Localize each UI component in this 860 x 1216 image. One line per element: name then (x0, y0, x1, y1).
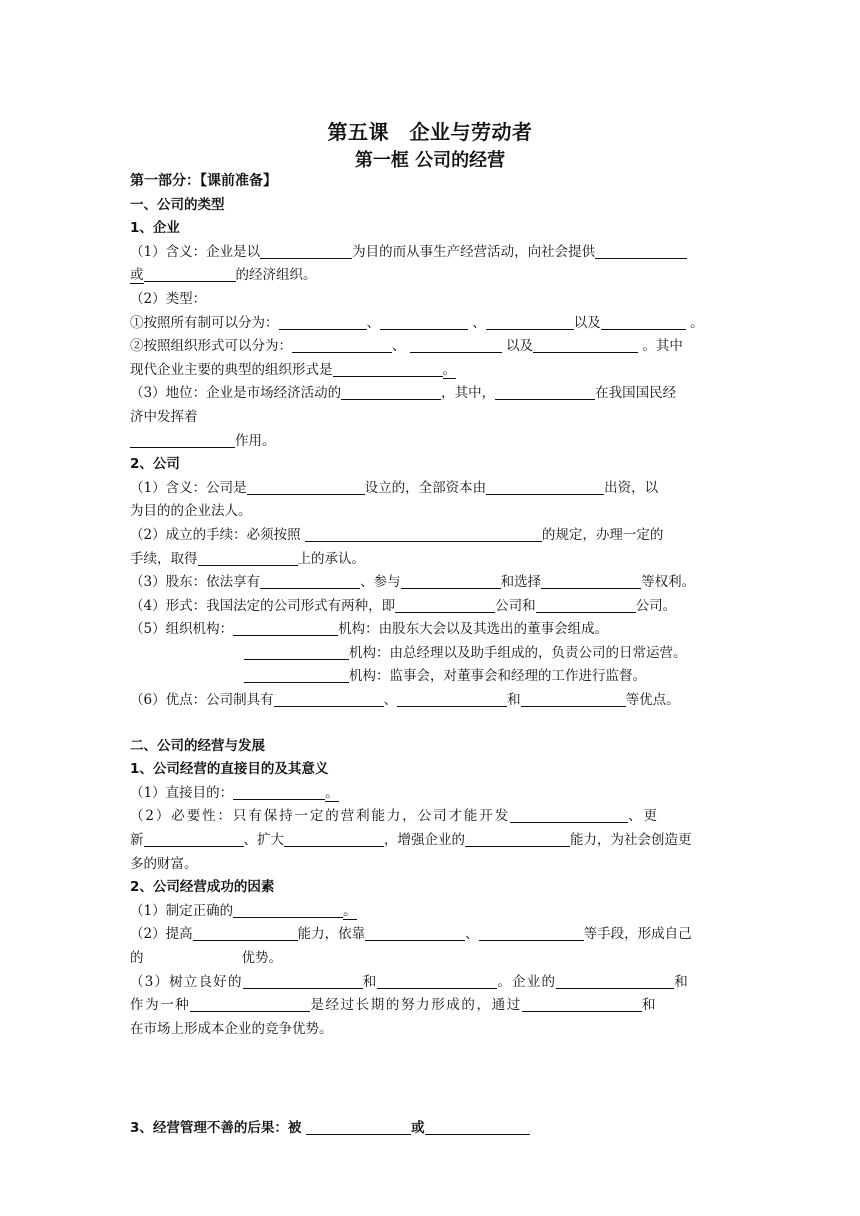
blank-field[interactable] (521, 690, 626, 707)
text: （3）地位：企业是市场经济活动的 (130, 385, 342, 402)
image-line (130, 971, 730, 995)
blank-field[interactable] (533, 336, 638, 353)
subsection-heading-company: 2、公司 (130, 456, 180, 473)
text: 。企业的 (497, 973, 557, 990)
text: 的 (130, 950, 144, 966)
text: 。其中 (638, 338, 683, 355)
blank-field[interactable] (510, 806, 628, 823)
blank-field[interactable] (130, 431, 235, 448)
text: （3）树立良好的 (130, 973, 243, 990)
blank-field[interactable] (233, 901, 343, 918)
text: 、 (383, 692, 398, 709)
blank-field[interactable] (601, 313, 686, 330)
enterprise-status-line-3 (130, 430, 730, 454)
text: 。 (343, 902, 357, 919)
blank-field[interactable] (190, 995, 310, 1012)
company-procedure-line (130, 524, 730, 548)
text: （1）制定正确的 (130, 902, 234, 919)
text: 公司。 (635, 597, 677, 614)
blank-field[interactable] (536, 596, 636, 613)
text: 等权利。 (641, 574, 696, 591)
blank-field[interactable] (193, 924, 298, 941)
blank-field[interactable] (247, 478, 365, 495)
text: 上的承认。 (297, 550, 365, 567)
ability-line (130, 923, 730, 947)
text: 、扩大 (243, 832, 284, 849)
blank-field[interactable] (341, 383, 441, 400)
image-line-2 (130, 994, 730, 1018)
blank-field[interactable] (380, 313, 468, 330)
blank-field[interactable] (365, 924, 465, 941)
text: 或 (411, 1120, 425, 1137)
text: 在我国国民经 (595, 385, 677, 402)
text: 公司和 (495, 597, 536, 614)
subsection-heading-enterprise: 1、企业 (130, 220, 180, 237)
blank-field[interactable] (233, 783, 325, 800)
blank-field[interactable] (274, 690, 384, 707)
blank-field[interactable] (556, 972, 674, 989)
text: 、更 (628, 808, 659, 825)
necessity-line-2 (130, 829, 730, 853)
org-structure-line-3 (130, 665, 730, 689)
text: 和 (641, 997, 657, 1014)
blank-field[interactable] (333, 360, 443, 377)
text: 、 (366, 314, 380, 331)
blank-field[interactable] (495, 383, 595, 400)
section-heading-types: 一、公司的类型 (130, 196, 225, 213)
blank-field[interactable] (522, 995, 642, 1012)
blank-field[interactable] (243, 972, 363, 989)
blank-field[interactable] (410, 336, 502, 353)
text: 。 (685, 314, 704, 331)
worksheet-content (130, 170, 730, 1141)
text: 新 (130, 832, 144, 849)
text: 等优点。 (625, 692, 680, 709)
text: （6）优点：公司制具有 (130, 692, 274, 709)
blank-field[interactable] (260, 572, 360, 589)
necessity-line (130, 805, 730, 829)
blank-field[interactable] (465, 830, 570, 847)
ownership-types-line (130, 312, 730, 336)
text: 现代企业主要的典型的组织形式是 (130, 361, 333, 378)
blank-field[interactable] (306, 1118, 411, 1135)
necessity-line-3: 多的财富。 (130, 855, 198, 872)
text: （1）含义：企业是以 (130, 243, 261, 260)
text: 机构：由总经理以及助手组成的，负责公司的日常运营。 (349, 644, 687, 661)
org-structure-line-2 (130, 642, 730, 666)
blank-field[interactable] (397, 690, 507, 707)
blank-field[interactable] (305, 525, 542, 542)
text: （2）提高 (130, 926, 193, 943)
blank-field[interactable] (244, 643, 349, 660)
enterprise-definition-line (130, 241, 730, 265)
text: 、 (392, 338, 410, 355)
spacer (130, 1041, 730, 1117)
blank-field[interactable] (395, 596, 495, 613)
text: 、 (465, 926, 479, 943)
organization-forms-line (130, 335, 730, 359)
lesson-title: 第五课 企业与劳动者 (327, 120, 533, 144)
blank-field[interactable] (425, 1118, 530, 1135)
text: （1）含义：公司是 (130, 479, 247, 496)
text: 机构：监事会，对董事会和经理的工作进行监督。 (349, 668, 646, 685)
text: 是经过长期的努力形成的，通过 (310, 997, 522, 1014)
text: 的规定，办理一定的 (541, 526, 664, 543)
spacer (130, 713, 730, 735)
enterprise-type-label: （2）类型： (130, 290, 207, 307)
text: 作用。 (235, 432, 276, 449)
blank-field[interactable] (377, 972, 497, 989)
company-definition-line (130, 477, 730, 501)
direct-purpose-line (130, 782, 730, 806)
section-heading-operation: 二、公司的经营与发展 (130, 737, 265, 754)
org-structure-line-1 (130, 618, 730, 642)
text: （1）直接目的： (130, 784, 234, 801)
company-definition-line-2: 为目的的企业法人。 (130, 503, 252, 520)
blank-field[interactable] (244, 666, 349, 683)
text: ②按照组织形式可以分为： (130, 338, 292, 355)
text: 以及 (501, 338, 534, 355)
text: 等手段，形成自己 (583, 926, 692, 943)
blank-field[interactable] (486, 478, 604, 495)
company-forms-line (130, 595, 730, 619)
text: 作为一种 (130, 997, 191, 1014)
blank-field[interactable] (541, 572, 641, 589)
bad-management-line (130, 1117, 730, 1141)
text: 能力，依靠 (297, 926, 366, 943)
company-procedure-line-2 (130, 548, 730, 572)
text: 和 (362, 973, 378, 990)
blank-field[interactable] (284, 830, 384, 847)
text: （2）必要性：只有保持一定的营利能力，公司才能开发 (130, 808, 511, 825)
blank-field[interactable] (479, 924, 584, 941)
text: ，其中， (441, 385, 496, 402)
text: ，增强企业的 (384, 832, 465, 849)
text: （2）成立的手续：必须按照 (130, 526, 305, 543)
blank-field[interactable] (233, 619, 338, 636)
blank-field[interactable] (486, 313, 574, 330)
blank-field[interactable] (401, 572, 501, 589)
text: （5）组织机构： (130, 621, 234, 638)
text: 手续，取得 (130, 550, 198, 567)
lesson-subtitle: 第一框 公司的经营 (354, 150, 506, 171)
subsection-heading-purpose: 1、公司经营的直接目的及其意义 (130, 761, 329, 778)
text: 为目的而从事生产经营活动，向社会提供 (352, 243, 596, 260)
text: 3、经营管理不善的后果：被 (130, 1120, 307, 1137)
text: （3）股东：依法享有 (130, 574, 261, 591)
blank-field[interactable] (279, 313, 367, 330)
text: 能力，为社会创造更 (570, 832, 692, 849)
text: 机构：由股东大会以及其选出的董事会组成。 (338, 621, 609, 638)
text: 以及 (573, 314, 601, 331)
blank-field[interactable] (260, 242, 352, 259)
blank-field[interactable] (595, 242, 687, 259)
text: 。 (325, 784, 339, 801)
text: 优势。 (241, 950, 282, 966)
ability-line-2 (130, 947, 730, 971)
blank-field[interactable] (292, 336, 392, 353)
company-advantages-line (130, 689, 730, 713)
shareholder-rights-line (130, 571, 730, 595)
enterprise-status-line (130, 382, 730, 406)
subsection-heading-success: 2、公司经营成功的因素 (130, 879, 275, 896)
text: 的经济组织。 (235, 267, 317, 284)
enterprise-definition-line-2 (130, 264, 730, 288)
text: 和选择 (500, 574, 542, 591)
text: 、参与 (360, 574, 401, 591)
text: 或 (130, 267, 144, 284)
text: 和 (507, 692, 521, 709)
enterprise-status-line-2: 济中发挥着 (130, 408, 198, 425)
text: （4）形式：我国法定的公司形式有两种，即 (130, 597, 396, 614)
strategy-line (130, 900, 730, 924)
part-heading: 第一部分：【课前准备】 (130, 173, 277, 189)
typical-form-line (130, 359, 730, 383)
text: ①按照所有制可以分为： (130, 314, 279, 331)
blank-field[interactable] (198, 549, 298, 566)
text: 。 (442, 361, 456, 378)
text: 、 (468, 314, 486, 331)
image-line-3: 在市场上形成本企业的竞争优势。 (130, 1020, 333, 1037)
blank-field[interactable] (144, 830, 244, 847)
text: 和 (674, 973, 689, 990)
text: 设立的，全部资本由 (364, 479, 487, 496)
blank-field[interactable] (144, 265, 236, 282)
text: 出资，以 (604, 479, 659, 496)
